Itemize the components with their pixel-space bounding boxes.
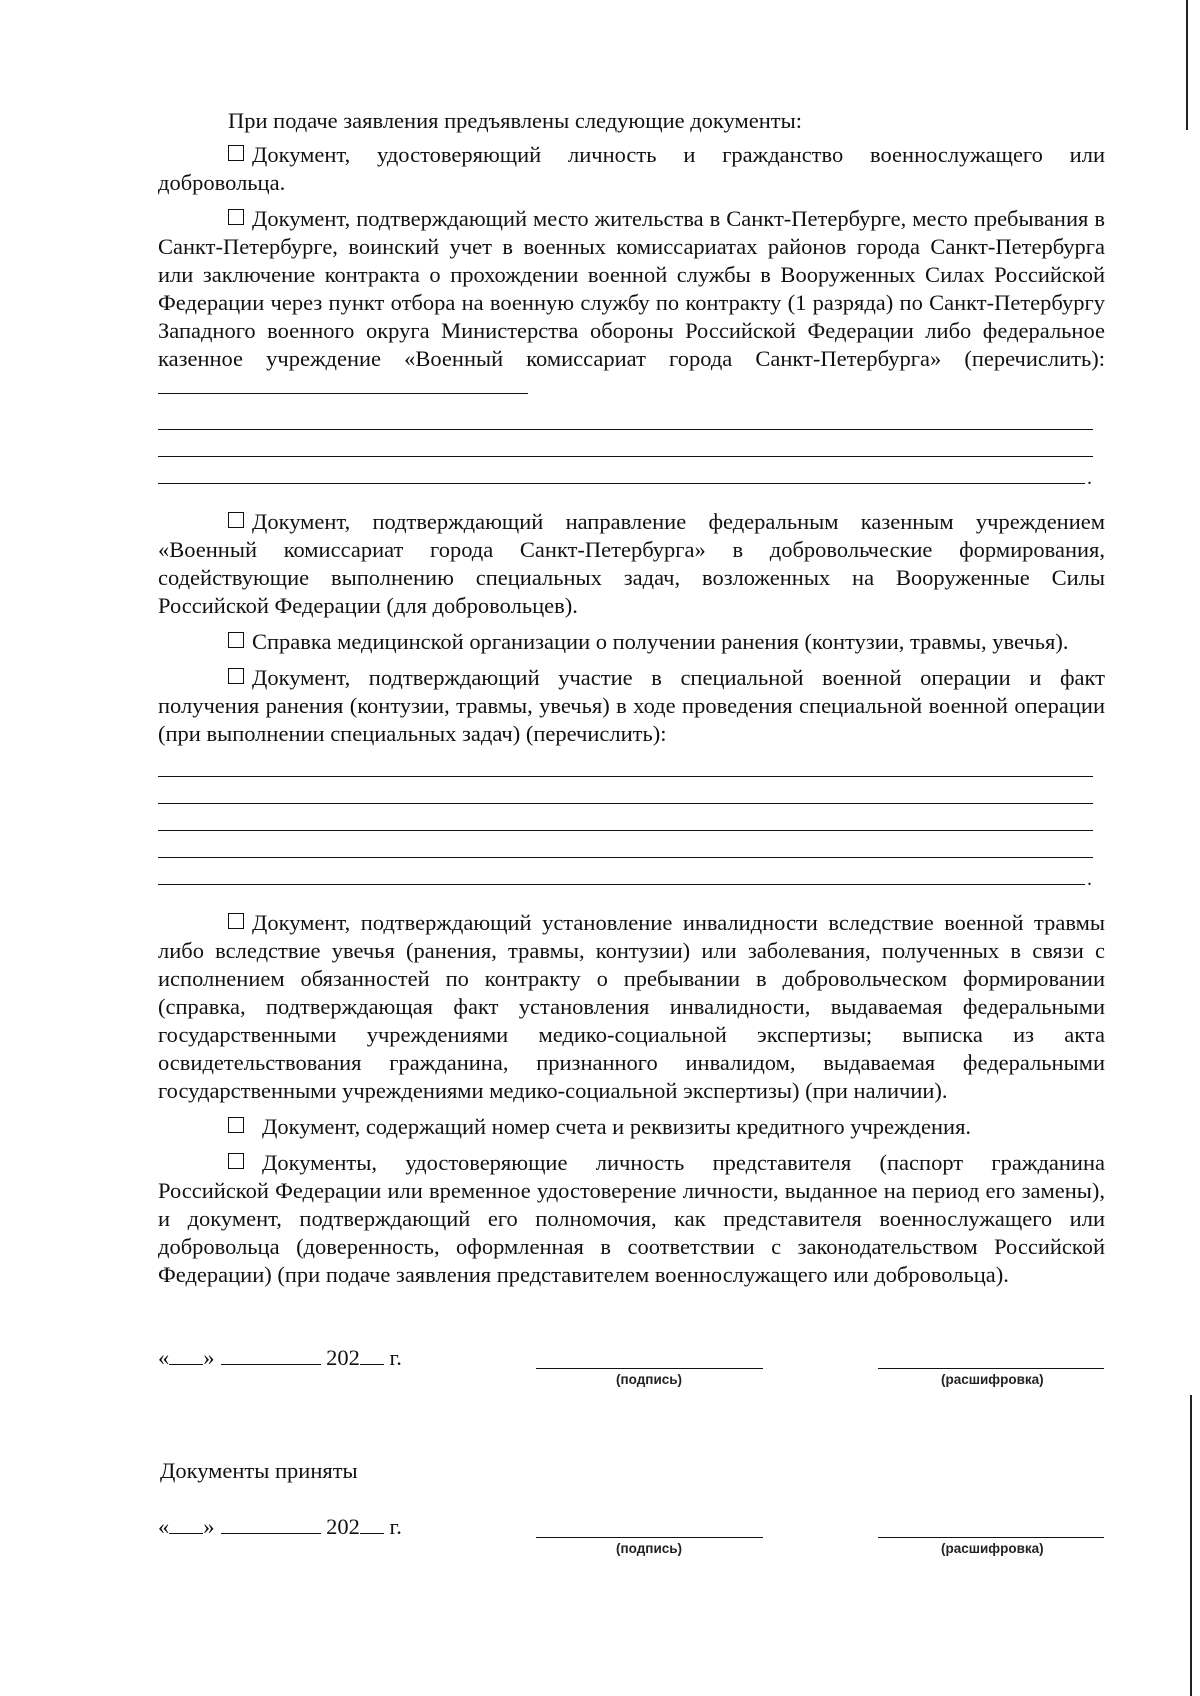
signature-line[interactable] <box>536 1537 763 1538</box>
year-suffix: г. <box>389 1514 402 1539</box>
item-text: Документ, подтверждающий направление федеральным казенным учреждением «Военный комиссариат города Санкт-Петербурга» в добровольческие формирования, содействующие выполнению специальных задач, возложенных на Вооруженные Силы Российской Федерации (для добровольцев). <box>158 509 1105 618</box>
list-item <box>158 664 1105 748</box>
list-item <box>158 1149 1105 1289</box>
scan-edge-mark <box>1186 0 1188 130</box>
day-blank[interactable] <box>169 1344 203 1365</box>
fill-in-line[interactable] <box>158 409 1105 436</box>
signature-line[interactable] <box>536 1368 763 1369</box>
month-blank[interactable] <box>221 1344 321 1365</box>
year-blank[interactable] <box>360 1513 384 1534</box>
fill-in-lines <box>158 756 1105 891</box>
year-blank[interactable] <box>360 1344 384 1365</box>
quote-open: « <box>158 1514 170 1539</box>
item-text: Документ, подтверждающий место жительства в Санкт-Петербурге, место пребывания в Санкт-Петербурге, воинский учет в военных комиссариатах районов города Санкт-Петербурга или заключение контракта о прохождении военной службы в Вооруженных Силах Российской Федерации через пункт отбора на военную службу по контракту (1 разряда) по Санкт-Петербургу Западного военного округа Министерства обороны Российской Федерации либо федеральное казенное учреждение «Военный комиссариат города Санкт-Петербурга» (перечислить): <box>158 206 1105 371</box>
signature-caption: (подпись) <box>616 1541 683 1556</box>
item-text: Справка медицинской организации о получении ранения (контузии, травмы, увечья). <box>252 629 1069 654</box>
decode-line[interactable] <box>878 1368 1104 1369</box>
month-blank[interactable] <box>221 1513 321 1534</box>
date-field <box>158 1344 402 1371</box>
documents-accepted-label: Документы приняты <box>160 1458 358 1483</box>
document-body <box>158 107 1105 1297</box>
fill-in-lines <box>158 409 1105 490</box>
fill-in-line[interactable] <box>158 783 1105 810</box>
year-prefix: 202 <box>326 1345 360 1370</box>
quote-close: » <box>203 1514 215 1539</box>
day-blank[interactable] <box>169 1513 203 1534</box>
list-item <box>158 141 1105 197</box>
list-item <box>158 628 1105 656</box>
checkbox[interactable] <box>228 1153 244 1169</box>
list-item <box>158 508 1105 620</box>
decode-line[interactable] <box>878 1537 1104 1538</box>
signature-row-receiver <box>158 1513 1108 1557</box>
checkbox[interactable] <box>228 668 244 684</box>
checkbox[interactable] <box>228 1117 244 1133</box>
item-text: Документы, удостоверяющие личность представителя (паспорт гражданина Российской Федерации или временное удостоверение личности, выданное на период его замены), и документ, подтверждающий его полномочия, как представителя военнослужащего или добровольца (доверенность, оформленная в соответствии с законодательством Российской Федерации) (при подаче заявления представителем военнослужащего или добровольца). <box>158 1150 1105 1287</box>
checkbox[interactable] <box>228 632 244 648</box>
item-text: Документ, подтверждающий установление инвалидности вследствие военной травмы либо вследствие увечья (ранения, травмы, контузии) или заболевания, полученных в связи с исполнением обязанностей по контракту о пребывании в добровольческом формировании (справка, подтверждающая факт установления инвалидности, выдаваемая федеральными государственными учреждениями медико-социальной экспертизы; выписка из акта освидетельствования гражданина, признанного инвалидом, выдаваемая федеральными государственными учреждениями медико-социальной экспертизы) (при наличии). <box>158 910 1105 1103</box>
signature-row-applicant <box>158 1344 1108 1388</box>
item-text: Документ, содержащий номер счета и реквизиты кредитного учреждения. <box>262 1114 972 1139</box>
line-end-mark: . <box>1087 868 1092 890</box>
decode-caption: (расшифровка) <box>941 1541 1044 1556</box>
year-suffix: г. <box>389 1345 402 1370</box>
fill-in-line[interactable] <box>158 837 1105 864</box>
list-item <box>158 909 1105 1105</box>
date-field <box>158 1513 402 1540</box>
quote-close: » <box>203 1345 215 1370</box>
line-end-mark: . <box>1087 467 1092 489</box>
checkbox[interactable] <box>228 913 244 929</box>
fill-in-line[interactable] <box>158 864 1105 891</box>
item-text: Документ, подтверждающий участие в специальной военной операции и факт получения ранения (контузии, травмы, увечья) в ходе проведения специальной военной операции (при выполнении специальных задач) (перечислить): <box>158 665 1105 746</box>
list-item <box>158 1113 1105 1141</box>
fill-in-line[interactable] <box>158 373 528 394</box>
checkbox[interactable] <box>228 145 244 161</box>
item-text: Документ, удостоверяющий личность и гражданство военнослужащего или добровольца. <box>158 142 1105 195</box>
checkbox[interactable] <box>228 512 244 528</box>
decode-caption: (расшифровка) <box>941 1372 1044 1387</box>
quote-open: « <box>158 1345 170 1370</box>
fill-in-line[interactable] <box>158 810 1105 837</box>
list-item <box>158 205 1105 401</box>
year-prefix: 202 <box>326 1514 360 1539</box>
fill-in-line[interactable] <box>158 463 1105 490</box>
fill-in-line[interactable] <box>158 756 1105 783</box>
intro-text: При подаче заявления предъявлены следующие документы: <box>228 108 802 133</box>
checkbox[interactable] <box>228 209 244 225</box>
signature-caption: (подпись) <box>616 1372 683 1387</box>
fill-in-line[interactable] <box>158 436 1105 463</box>
scan-edge-mark <box>1190 1395 1192 1696</box>
